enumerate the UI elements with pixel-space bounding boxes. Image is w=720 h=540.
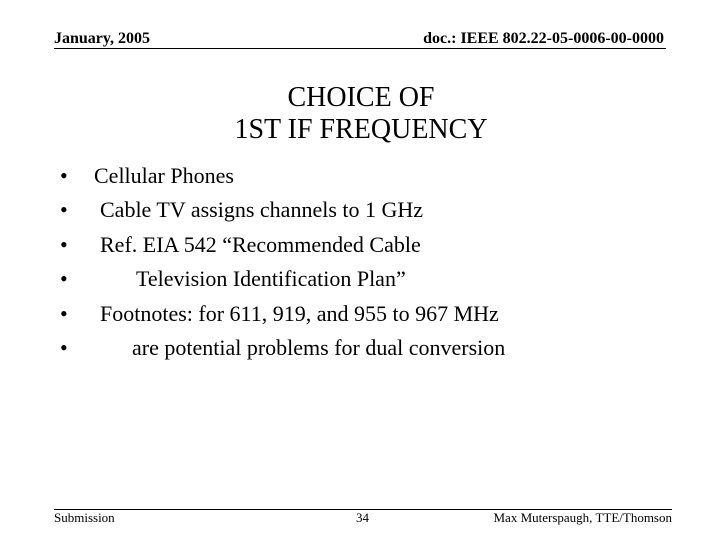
bullet-item (60, 162, 680, 196)
bullet-marker: • (60, 266, 68, 292)
footer-author: Max Muterspaugh, TTE/Thomson (493, 510, 672, 525)
bullet-marker: • (60, 163, 68, 188)
footer-submission: Submission (54, 510, 115, 525)
bullet-item (60, 334, 680, 368)
bullet-text: Ref. EIA 542 “Recommended Cable (100, 231, 421, 257)
bullet-list (60, 162, 680, 368)
bullet-text: Footnotes: for 611, 919, and 955 to 967 MHz (100, 300, 499, 326)
bullet-text: Television Identification Plan” (136, 266, 406, 292)
slide-title-line-2: 1ST IF FREQUENCY (234, 114, 488, 145)
footer-page-number: 34 (356, 510, 369, 525)
bullet-marker: • (60, 197, 68, 223)
bullet-text: Cable TV assigns channels to 1 GHz (100, 197, 424, 223)
bullet-item (60, 196, 680, 230)
header-date: January, 2005 (54, 30, 151, 47)
slide-title-line-1: CHOICE OF (287, 82, 435, 113)
header-doc-id: doc.: IEEE 802.22-05-0006-00-0000 (423, 30, 664, 47)
bullet-text: Cellular Phones (94, 163, 234, 188)
bullet-item (60, 300, 680, 334)
header-divider (54, 48, 666, 49)
bullet-marker: • (60, 300, 68, 326)
bullet-marker: • (60, 231, 68, 257)
bullet-item (60, 265, 680, 299)
slide-title (0, 82, 720, 146)
bullet-text: are potential problems for dual conversion (132, 334, 506, 360)
bullet-item (60, 231, 680, 265)
bullet-marker: • (60, 334, 68, 360)
